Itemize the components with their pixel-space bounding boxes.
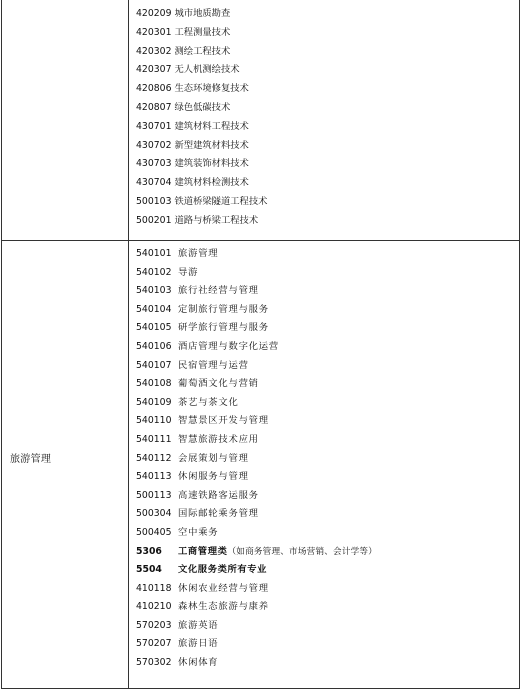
major-row xyxy=(136,543,377,562)
major-name: 建筑材料检测技术 xyxy=(174,177,249,189)
major-code: 420807 xyxy=(136,101,172,113)
major-code: 5306 xyxy=(136,545,162,557)
major-name: 建筑材料工程技术 xyxy=(174,120,249,132)
major-code: 410210 xyxy=(136,601,172,613)
major-name: 茶艺与茶文化 xyxy=(178,396,239,408)
major-row xyxy=(136,338,377,357)
major-row xyxy=(136,301,377,320)
major-name: 旅行社经营与管理 xyxy=(178,285,259,297)
major-code: 420307 xyxy=(136,64,172,76)
major-row xyxy=(136,394,377,413)
major-name: 研学旅行管理与服务 xyxy=(178,322,269,334)
major-name: 道路与桥梁工程技术 xyxy=(174,214,259,226)
major-code: 430702 xyxy=(136,139,172,151)
major-row xyxy=(136,635,377,654)
top-major-list xyxy=(136,5,267,231)
major-name: 酒店管理与数字化运营 xyxy=(178,340,279,352)
major-code: 570207 xyxy=(136,638,172,650)
major-code: 430704 xyxy=(136,177,172,189)
major-name: 休闲体育 xyxy=(178,657,219,669)
major-code: 540112 xyxy=(136,452,172,464)
major-row xyxy=(136,505,377,524)
major-name: 导游 xyxy=(178,266,199,278)
major-name: 空中乘务 xyxy=(178,526,219,538)
major-code: 540107 xyxy=(136,359,172,371)
major-name: 建筑装饰材料技术 xyxy=(174,158,249,170)
major-row xyxy=(136,617,377,636)
major-code: 500405 xyxy=(136,526,172,538)
table-border-bottom xyxy=(1,688,520,689)
major-code: 420302 xyxy=(136,45,172,57)
major-name: 高速铁路客运服务 xyxy=(178,489,259,501)
major-name: 新型建筑材料技术 xyxy=(174,139,249,151)
tourism-major-list xyxy=(136,245,377,673)
major-row xyxy=(136,468,377,487)
major-name: 工商管理类 xyxy=(178,545,228,557)
major-row xyxy=(136,654,377,673)
major-code: 430701 xyxy=(136,120,172,132)
major-row xyxy=(136,99,267,118)
major-row xyxy=(136,193,267,212)
major-row xyxy=(136,155,267,174)
major-code: 430703 xyxy=(136,158,172,170)
major-name: 森林生态旅游与康养 xyxy=(178,601,269,613)
major-row xyxy=(136,412,377,431)
major-code: 420209 xyxy=(136,8,172,19)
major-code: 500113 xyxy=(136,489,172,501)
major-code: 540106 xyxy=(136,340,172,352)
major-code: 420301 xyxy=(136,26,172,38)
major-code: 540110 xyxy=(136,415,172,427)
major-row xyxy=(136,450,377,469)
major-code: 500201 xyxy=(136,214,172,226)
major-code: 540113 xyxy=(136,471,172,483)
major-row xyxy=(136,137,267,156)
major-code: 570203 xyxy=(136,619,172,631)
major-note: （如商务管理、市场营销、会计学等） xyxy=(227,546,377,557)
major-name: 定制旅行管理与服务 xyxy=(178,303,269,315)
major-name: 智慧景区开发与管理 xyxy=(178,415,269,427)
major-row xyxy=(136,118,267,137)
major-name: 智慧旅游技术应用 xyxy=(178,433,259,445)
major-code: 540108 xyxy=(136,378,172,390)
major-code: 540103 xyxy=(136,285,172,297)
major-row xyxy=(136,264,377,283)
major-name: 旅游日语 xyxy=(178,638,219,650)
major-name: 葡萄酒文化与营销 xyxy=(178,378,259,390)
major-row xyxy=(136,487,377,506)
major-row xyxy=(136,24,267,43)
major-code: 540111 xyxy=(136,433,172,445)
major-row xyxy=(136,431,377,450)
major-name: 铁道桥梁隧道工程技术 xyxy=(174,195,268,207)
major-row xyxy=(136,319,377,338)
major-row xyxy=(136,43,267,62)
major-code: 410118 xyxy=(136,582,172,594)
major-code: 500103 xyxy=(136,195,172,207)
major-name: 测绘工程技术 xyxy=(174,45,231,57)
major-name: 城市地质勘查 xyxy=(174,8,231,19)
major-name: 旅游英语 xyxy=(178,619,219,631)
table-border-right xyxy=(519,0,520,689)
major-row xyxy=(136,524,377,543)
major-row xyxy=(136,61,267,80)
major-code: 540102 xyxy=(136,266,172,278)
major-row xyxy=(136,174,267,193)
major-name: 旅游管理 xyxy=(178,248,219,259)
major-name: 工程测量技术 xyxy=(174,26,231,38)
major-row xyxy=(136,282,377,301)
major-name: 休闲农业经营与管理 xyxy=(178,582,269,594)
major-row xyxy=(136,5,267,24)
major-code: 420806 xyxy=(136,83,172,95)
major-row xyxy=(136,580,377,599)
major-row xyxy=(136,561,377,580)
major-name: 休闲服务与管理 xyxy=(178,471,249,483)
major-name: 生态环境修复技术 xyxy=(174,83,249,95)
major-name: 绿色低碳技术 xyxy=(174,101,231,113)
major-name: 文化服务类所有专业 xyxy=(178,564,268,576)
major-row xyxy=(136,245,377,264)
major-row xyxy=(136,212,267,231)
major-code: 5504 xyxy=(136,564,162,576)
major-code: 500304 xyxy=(136,508,172,520)
major-name: 会展策划与管理 xyxy=(178,452,249,464)
major-code: 540104 xyxy=(136,303,172,315)
major-row xyxy=(136,598,377,617)
column-divider xyxy=(128,0,129,689)
major-row xyxy=(136,375,377,394)
major-code: 570302 xyxy=(136,657,172,669)
major-name: 无人机测绘技术 xyxy=(174,64,240,76)
major-name: 民宿管理与运营 xyxy=(178,359,249,371)
category-label-tourism: 旅游管理 xyxy=(10,454,52,465)
major-name: 国际邮轮乘务管理 xyxy=(178,508,259,520)
major-row xyxy=(136,357,377,376)
major-code: 540101 xyxy=(136,248,172,259)
row-divider xyxy=(1,240,520,241)
table-border-left xyxy=(1,0,2,689)
major-code: 540109 xyxy=(136,396,172,408)
major-row xyxy=(136,80,267,99)
major-code: 540105 xyxy=(136,322,172,334)
